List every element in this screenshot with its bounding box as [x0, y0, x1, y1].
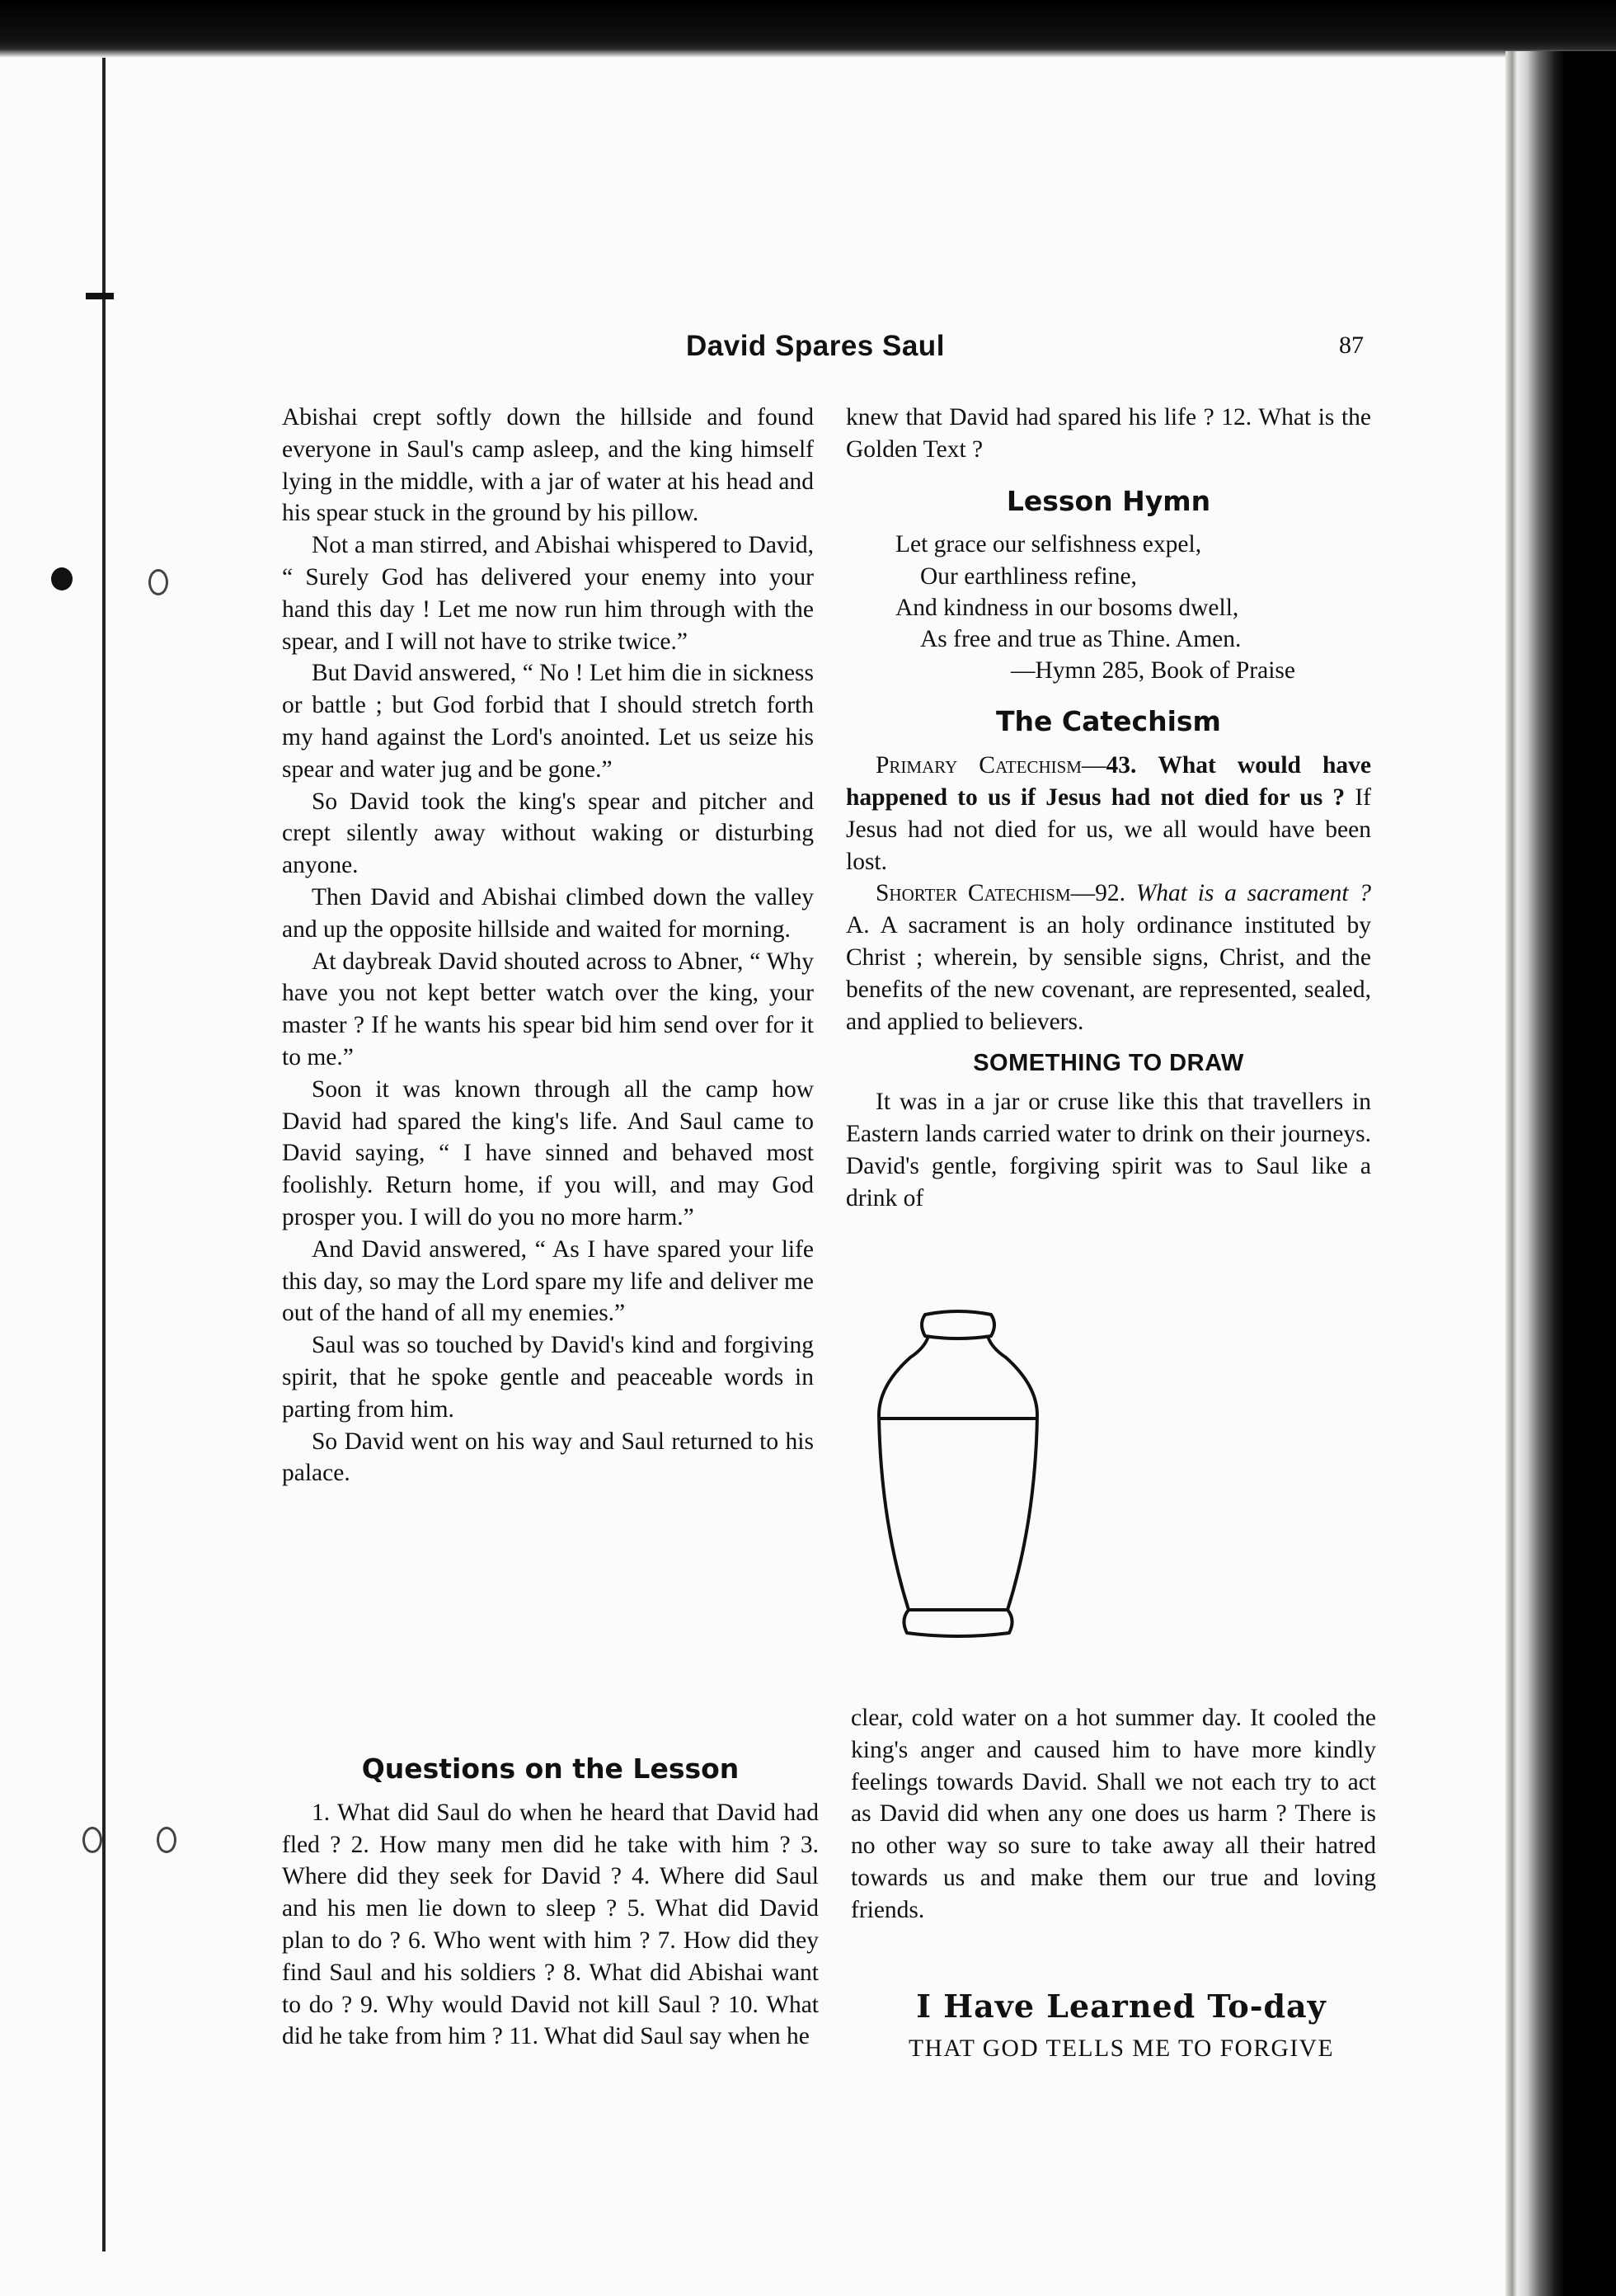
shorter-catechism-question: What is a sacrament ?: [1135, 880, 1372, 907]
hymn-heading: Lesson Hymn: [1006, 484, 1211, 517]
questions-heading: Questions on the Lesson: [361, 1753, 740, 1785]
catechism-heading: The Catechism: [996, 705, 1221, 738]
hymn-line: Let grace our selfishness expel,: [895, 531, 1202, 558]
primary-catechism-label: Primary Catechism—: [876, 752, 1106, 779]
punch-hole-outline-icon: [148, 569, 168, 595]
binding-edge: [1506, 51, 1616, 2296]
left-column-story: [282, 402, 814, 1489]
paragraph: Soon it was known through all the camp how David had spared the king's life. And Saul came to David saying, “ I have sinned and behaved most foolishly. Return home, if you will, and may God prosper you. I will do you no more harm.”: [282, 1075, 814, 1230]
primary-catechism-answer: If Jesus had not died for us, we all would have been lost.: [846, 784, 1372, 875]
questions-section: [282, 1753, 819, 2053]
hymn-citation: —Hymn 285, Book of Praise: [1011, 657, 1295, 685]
margin-rule: [102, 58, 106, 2251]
draw-text-continued: clear, cold water on a hot summer day. It cooled the king's anger and caused him to have more kindly feelings towards David. Shall we not each try to act as David did when any one does us harm ? There is no other way so sure to take away all their hatred towards us and make them our true and loving friends.: [851, 1705, 1376, 1923]
learned-title: I Have Learned To-day: [916, 1988, 1327, 2025]
shorter-catechism: [846, 877, 1371, 1037]
primary-catechism-number: 43.: [1106, 752, 1137, 779]
paragraph: And David answered, “ As I have spared your life this day, so may the Lord spare my life and deliver me out of the hand of all my enemies.”: [282, 1235, 814, 1327]
hymn-verse: [895, 529, 1371, 686]
shorter-catechism-answer: A. A sacrament is an holy ordinance instituted by Christ ; wherein, by sensible signs, Christ, and the benefits of the new covenant, are represented, sealed, and applied to believers.: [846, 912, 1371, 1035]
running-title: David Spares Saul: [686, 330, 945, 362]
punch-hole-outline-icon: [157, 1827, 176, 1853]
paragraph: Abishai crept softly down the hillside and found everyone in Saul's camp asleep, and the king himself lying in the middle, with a jar of water at his head and his spear stuck in the ground by his pillow.: [282, 404, 814, 527]
questions-continued: knew that David had spared his life ? 12. What is the Golden Text ?: [846, 404, 1371, 463]
punch-hole-outline-icon: [82, 1827, 102, 1853]
shorter-catechism-label: Shorter Catechism—92.: [876, 880, 1125, 907]
paragraph: At daybreak David shouted across to Abner, “ Why have you not kept better watch over the king, your master ? If he wants his spear bid him send over for it to me.”: [282, 948, 814, 1070]
paragraph: Not a man stirred, and Abishai whispered to David, “ Surely God has delivered your enemy into your hand this day ! Let me now run him through with the spear, and I will not have to strike twice.”: [282, 532, 814, 655]
right-column-bottom: [851, 1702, 1376, 1927]
paragraph: So David went on his way and Saul returned to his palace.: [282, 1428, 814, 1487]
hymn-line: Our earthliness refine,: [920, 562, 1137, 590]
right-column-top: [846, 402, 1371, 1214]
primary-catechism: [846, 750, 1371, 877]
punch-hole-icon: [51, 567, 73, 590]
water-jar-icon: [876, 1306, 1041, 1653]
hymn-line: As free and true as Thine. Amen.: [920, 626, 1242, 652]
primary-catechism-question: What would have happened to us if Jesus had not died for us ?: [846, 752, 1371, 811]
questions-text: 1. What did Saul do when he heard that David had fled ? 2. How many men did he take with him ? 3. Where did they seek for David ? 4. Where did Saul and his men lie down to sleep ? 5. What did David plan to do ? 6. Who went with him ? 7. How did they find Saul and his soldiers ? 8. What did Abishai want to do ? 9. Why would David not kill Saul ? 10. What did he take from him ? 11. What did Saul say when he: [282, 1799, 819, 2050]
scan-edge-top: [0, 0, 1616, 58]
hymn-line: And kindness in our bosoms dwell,: [895, 594, 1239, 621]
margin-rule-tick: [86, 293, 114, 299]
paragraph: Then David and Abishai climbed down the valley and up the opposite hillside and waited for morning.: [282, 883, 814, 943]
draw-heading: SOMETHING TO DRAW: [973, 1050, 1244, 1077]
paragraph: Saul was so touched by David's kind and forgiving spirit, that he spoke gentle and peaceable words in parting from him.: [282, 1332, 814, 1423]
learned-text: THAT GOD TELLS ME TO FORGIVE: [909, 2035, 1334, 2062]
page-number: 87: [1339, 332, 1364, 359]
paragraph: So David took the king's spear and pitcher and crept silently away without waking or disturbing anyone.: [282, 788, 814, 879]
draw-text: It was in a jar or cruse like this that travellers in Eastern lands carried water to drink on their journeys. David's gentle, forgiving spirit was to Saul like a drink of: [846, 1089, 1371, 1212]
paragraph: But David answered, “ No ! Let him die in sickness or battle ; but God forbid that I should stretch forth my hand against the Lord's anointed. Let us seize his spear and water jug and be gone.”: [282, 660, 814, 783]
